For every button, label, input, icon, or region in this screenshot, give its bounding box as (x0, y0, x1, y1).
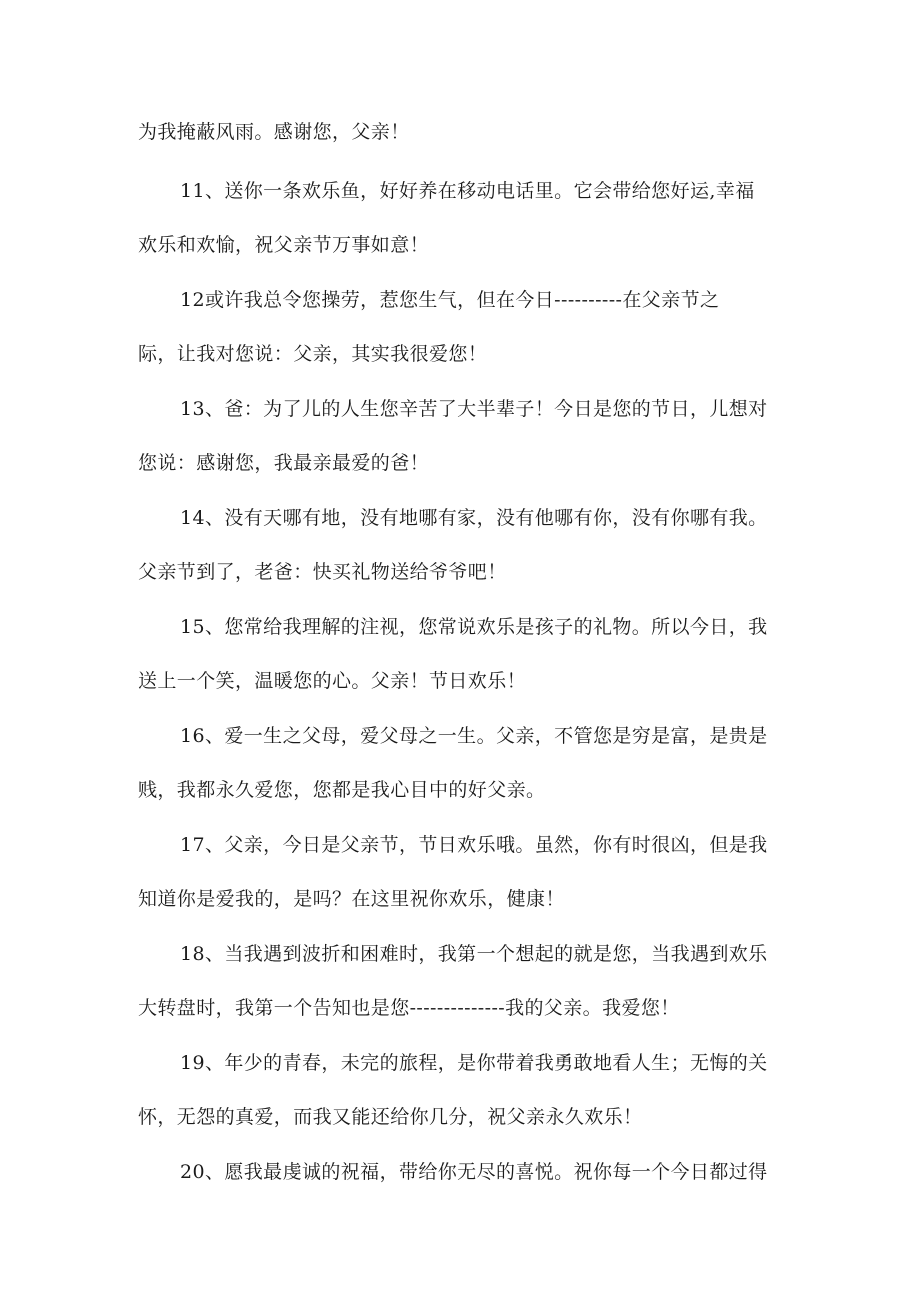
paragraph-15 (138, 600, 786, 708)
paragraph-line: 际，让我对您说：父亲，其实我很爱您！ (138, 343, 488, 365)
paragraph-14 (138, 491, 786, 599)
paragraph-line: 14、没有天哪有地，没有地哪有家，没有他哪有你，没有你哪有我。 (180, 507, 768, 529)
paragraph-line: 您说：感谢您，我最亲最爱的爸！ (138, 452, 430, 474)
paragraph-line: 送上一个笑，温暖您的心。父亲！节日欢乐！ (138, 670, 527, 692)
paragraph-17 (138, 818, 786, 926)
paragraph-continuation (138, 105, 786, 159)
paragraph-line: 17、父亲，今日是父亲节，节日欢乐哦。虽然，你有时很凶，但是我 (180, 834, 768, 856)
paragraph-12 (138, 273, 786, 381)
paragraph-line: 16、爱一生之父母，爱父母之一生。父亲，不管您是穷是富，是贵是 (180, 725, 768, 747)
paragraph-20 (138, 1145, 786, 1199)
paragraph-19 (138, 1036, 786, 1144)
paragraph-line: 15、您常给我理解的注视，您常说欢乐是孩子的礼物。所以今日，我 (180, 616, 768, 638)
paragraph-line: 11、送你一条欢乐鱼，好好养在移动电话里。它会带给您好运,幸福 (180, 180, 755, 202)
paragraph-line: 20、愿我最虔诚的祝福，带给你无尽的喜悦。祝你每一个今日都过得 (180, 1161, 768, 1183)
paragraph-line: 为我掩蔽风雨。感谢您，父亲！ (138, 121, 410, 143)
paragraph-18 (138, 927, 786, 1035)
paragraph-line: 贱，我都永久爱您，您都是我心目中的好父亲。 (138, 779, 546, 801)
paragraph-line: 12或许我总令您操劳，惹您生气，但在今日----------在父亲节之 (180, 289, 720, 311)
paragraph-line: 13、爸：为了儿的人生您辛苦了大半辈子！今日是您的节日，儿想对 (180, 398, 768, 420)
paragraph-line: 18、当我遇到波折和困难时，我第一个想起的就是您，当我遇到欢乐 (180, 943, 768, 965)
paragraph-line: 欢乐和欢愉，祝父亲节万事如意！ (138, 234, 430, 256)
paragraph-line: 大转盘时，我第一个告知也是您--------------我的父亲。我爱您！ (138, 997, 680, 1019)
paragraph-13 (138, 382, 786, 490)
paragraph-line: 19、年少的青春，未完的旅程，是你带着我勇敢地看人生；无悔的关 (180, 1052, 768, 1074)
paragraph-line: 父亲节到了，老爸：快买礼物送给爷爷吧！ (138, 561, 507, 583)
paragraph-16 (138, 709, 786, 817)
paragraph-line: 知道你是爱我的，是吗？在这里祝你欢乐，健康！ (138, 888, 565, 910)
paragraph-line: 怀，无怨的真爱，而我又能还给你几分，祝父亲永久欢乐！ (138, 1106, 643, 1128)
paragraph-11 (138, 164, 786, 272)
